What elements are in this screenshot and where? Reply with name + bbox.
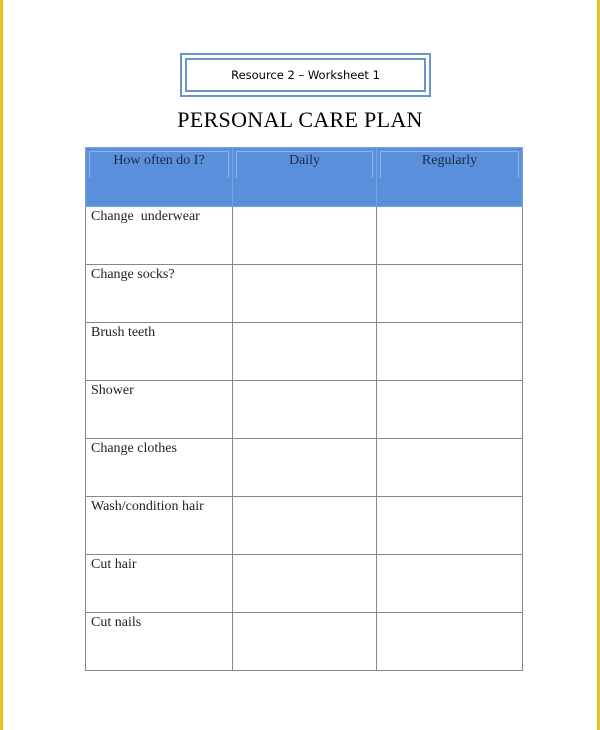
daily-cell[interactable] [233,555,377,613]
table-row [86,555,523,613]
regularly-cell[interactable] [377,381,523,439]
table-header-row [86,148,523,207]
row-label: Cut nails [86,613,233,671]
header-daily: Daily [233,148,377,207]
row-label: Change clothes [86,439,233,497]
regularly-cell[interactable] [377,497,523,555]
regularly-cell[interactable] [377,555,523,613]
table-row [86,613,523,671]
page-title: PERSONAL CARE PLAN [177,107,423,132]
table-row [86,207,523,265]
row-label: Shower [86,381,233,439]
daily-cell[interactable] [233,497,377,555]
regularly-cell[interactable] [377,439,523,497]
header-how-often: How often do I? [86,148,233,207]
daily-cell[interactable] [233,323,377,381]
header-regularly: Regularly [377,148,523,207]
table-row [86,265,523,323]
daily-cell[interactable] [233,207,377,265]
regularly-cell[interactable] [377,265,523,323]
daily-cell[interactable] [233,381,377,439]
row-label: Change underwear [86,207,233,265]
row-label: Change socks? [86,265,233,323]
table-row [86,323,523,381]
regularly-cell[interactable] [377,207,523,265]
resource-label: Resource 2 – Worksheet 1 [185,58,426,92]
table-row [86,439,523,497]
regularly-cell[interactable] [377,613,523,671]
daily-cell[interactable] [233,613,377,671]
daily-cell[interactable] [233,265,377,323]
resource-label-box [180,53,431,97]
table-row [86,381,523,439]
regularly-cell[interactable] [377,323,523,381]
row-label: Cut hair [86,555,233,613]
row-label: Brush teeth [86,323,233,381]
care-plan-table [85,147,523,671]
table-row [86,497,523,555]
row-label: Wash/condition hair [86,497,233,555]
daily-cell[interactable] [233,439,377,497]
